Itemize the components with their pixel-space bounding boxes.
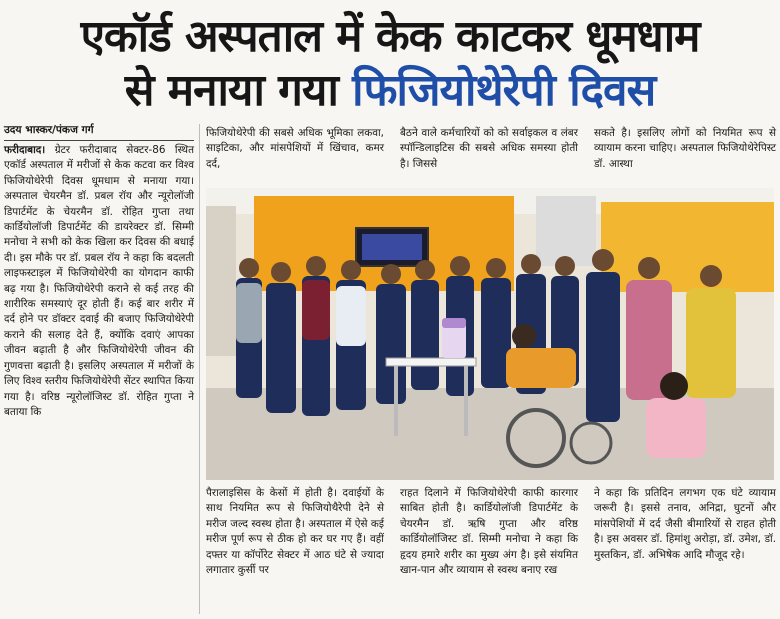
dateline: फरीदाबाद। [4, 144, 46, 156]
photo-illustration [206, 188, 774, 480]
headline-line-1: एकॉर्ड अस्पताल में केक काटकर धूमधाम [80, 11, 700, 62]
article-column-3-top: बैठने वाले कर्मचारियों को को सर्वाइकल व लंबर स्पॉन्डिलाइटिस की सबसे अधिक समस्या होती है। जिससे [400, 127, 578, 170]
headline-line-2 [0, 58, 780, 118]
article-column-1 [4, 143, 194, 420]
byline: उदय भास्कर/पंकज गर्ग [4, 123, 194, 141]
article-column-2-top: फिजियोथेरेपी की सबसे अधिक भूमिका लकवा, साइटिका, और मांसपेशियों में खिंचाव, कमर दर्द, [206, 127, 384, 170]
article-column-4-bottom: ने कहा कि प्रतिदिन लगभग एक घंटे व्यायाम जरूरी है। इससे तनाव, अनिद्रा, घुटनों और मांसपेशियों में दर्द जैसी बीमारियों से राहत होती है। इस अवसर डॉ. हिमांशु अरोड़ा, डॉ. उमेश, डॉ. मुस्तकिन, डॉ. अभिषेक आदि मौजूद रहे। [594, 487, 776, 561]
article-column-4-top: सकते है। इसलिए लोगों को नियमित रूप से व्यायाम करना चाहिए। अस्पताल फिजियोथेरेपिस्ट डॉ. आस्था [594, 127, 776, 170]
column-1-text: ग्रेटर फरीदाबाद सेक्टर-86 स्थित एकॉर्ड अस्पताल में मरीजों से केक कटवा कर विश्व फिजियोथेरेपी दिवस धूमधाम से मनाया गया। अस्पताल चेयरमैन डॉ. प्रबल रॉय और न्यूरोलॉजी डिपार्टमेंट के चेयरमैन डॉ. रोहित गुप्ता तथा कार्डियोलॉजी डिपार्टमेंट की डायरेक्टर डॉ. सिम्मी मनोचा ने सभी को केक खिला कर दिवस की बधाई दी। इस मौके पर डॉ. प्रबल रॉय ने कहा कि बदलती लाइफस्टाइल में फिजियोथेरेपी का योगदान काफी बढ़ गया है। फिजियोथेरेपी कराने से कई तरह की शारीरिक समस्याएं दूर होती हैं। कई बार शरीर में दर्द होने पर डॉक्टर दवाई की बजाए फिजियोथेरेपी कराने की सलाह देते हैं, क्योंकि दवाएं आपका जीवन बढ़ाती है और फिजियोथेरेपी जीवन की गुणवत्ता बढ़ाती है। इसलिए अस्पताल में मरीजों के लिए विश्व स्तरीय फिजियोथेरेपी सेंटर स्थापित किया गया है। वरिष्ठ न्यूरोलॉजिस्ट डॉ. रोहित गुप्ता ने बताया कि [4, 144, 194, 418]
headline-accent: फिजियोथेरेपी दिवस [352, 65, 656, 116]
event-photo [206, 188, 774, 480]
article-column-2-bottom: पैरालाइसिस के केसों में होती है। दवाईयों के साथ नियमित रूप से फिजियोथैरेपी देने से मरीज जल्द स्वस्थ होता है। अस्पताल में ऐसे कई मरीज पूर्ण रूप से ठीक हो कर घर गए हैं। वहीं दफ्तर या कॉर्पोरेट सेक्टर में आठ घंटे से ज्यादा लगातार कुर्सी पर [206, 487, 384, 577]
column-divider [199, 124, 200, 614]
headline-line-2-prefix: से मनाया गया [124, 65, 353, 116]
article-column-3-bottom: राहत दिलाने में फिजियोथेरेपी काफी कारगार साबित होती है। कार्डियोलॉजी डिपार्टमेंट के चेयरमैन डॉ. ऋषि गुप्ता और वरिष्ठ कार्डियोलॉजिस्ट डॉ. सिम्मी मनोचा ने कहा कि हृदय हमारे शरीर का मुख्य अंग है। इसे संयमित खान-पान और व्यायाम से स्वस्थ बनाए रख [400, 487, 578, 577]
headline [0, 0, 780, 118]
